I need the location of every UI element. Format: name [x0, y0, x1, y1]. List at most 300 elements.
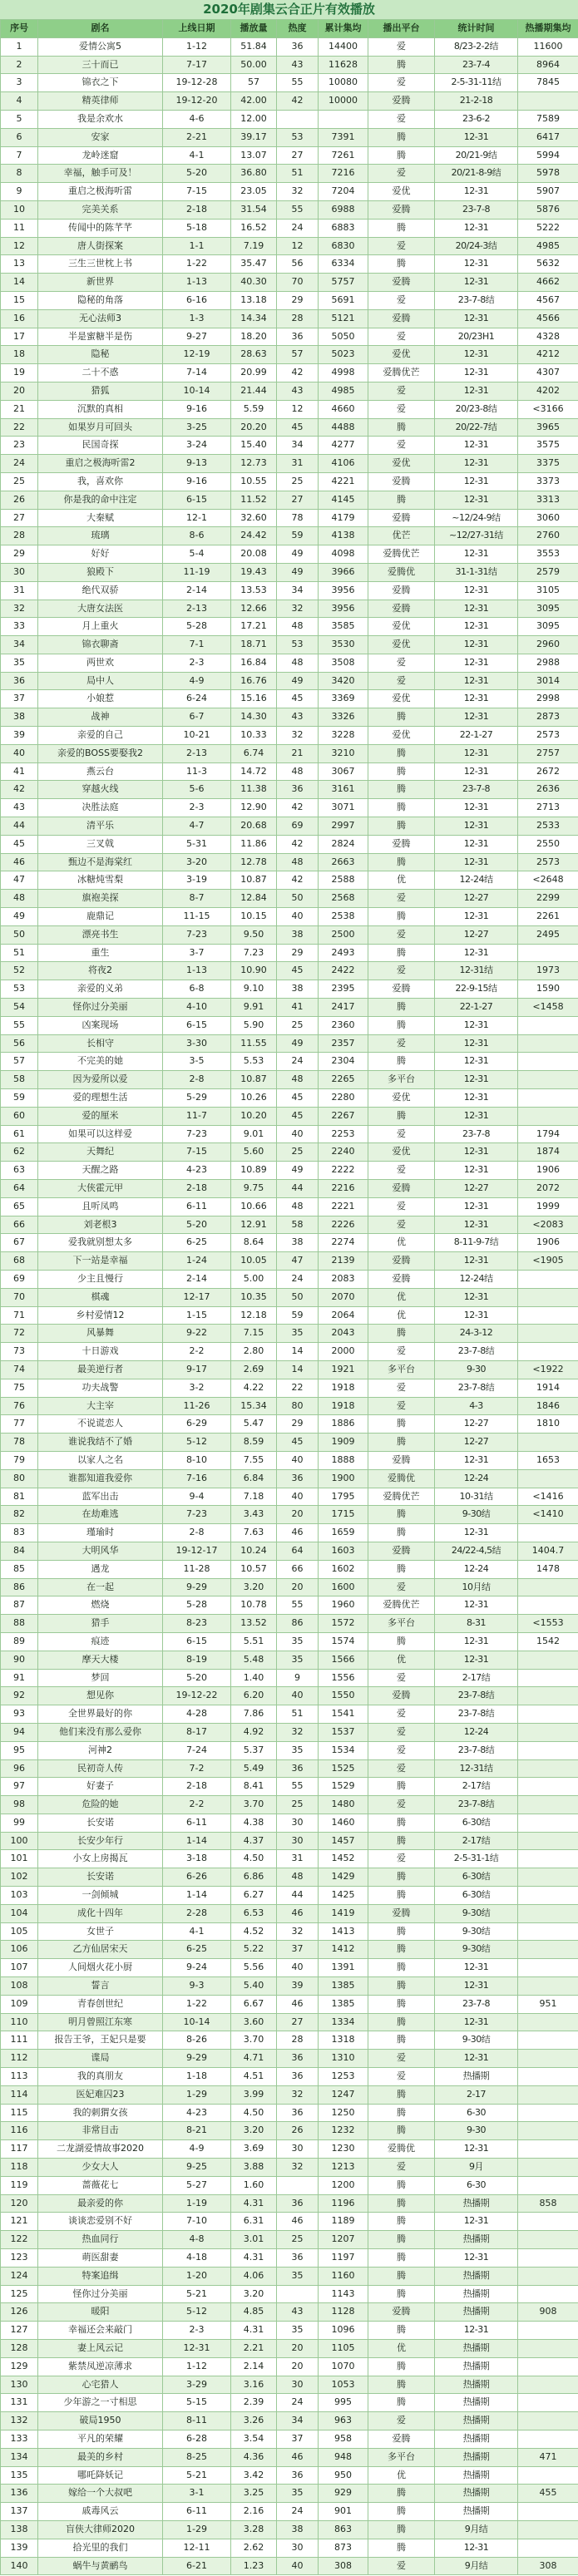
- play-count-cell: 5.40: [231, 1977, 277, 1996]
- table-row: [1, 346, 578, 364]
- release-date-cell: 19-12-17: [163, 1542, 231, 1560]
- heat-cell: 25: [277, 1143, 319, 1162]
- release-date-cell: 9-25: [163, 2159, 231, 2177]
- avg-per-episode-cell: 995: [319, 2394, 368, 2412]
- release-date-cell: 19-12-28: [163, 74, 231, 92]
- avg-per-episode-cell: 14400: [319, 37, 368, 56]
- peak-avg-cell: 7589: [518, 110, 578, 128]
- play-count-cell: 4.51: [231, 2068, 277, 2086]
- stat-time-cell: 热播期: [435, 2412, 518, 2430]
- peak-avg-cell: 3373: [518, 472, 578, 491]
- row-index-cell: 26: [1, 491, 38, 509]
- drama-title-cell: 长安少年行: [38, 1832, 163, 1850]
- avg-per-episode-cell: 2216: [319, 1180, 368, 1198]
- drama-title-cell: 功夫战警: [38, 1379, 163, 1397]
- platform-cell: 爱: [368, 1397, 435, 1415]
- play-count-cell: 1.40: [231, 1669, 277, 1687]
- row-index-cell: 41: [1, 762, 38, 781]
- drama-title-cell: 三叉戟: [38, 835, 163, 853]
- play-count-cell: 3.88: [231, 2159, 277, 2177]
- drama-title-cell: 如果岁月可回头: [38, 418, 163, 437]
- heat-cell: 48: [277, 762, 319, 781]
- peak-avg-cell: 1973: [518, 962, 578, 980]
- play-count-cell: 2.14: [231, 2357, 277, 2376]
- drama-title-cell: 刘老根3: [38, 1216, 163, 1234]
- peak-avg-cell: [518, 2340, 578, 2358]
- heat-cell: 35: [277, 1632, 319, 1651]
- platform-cell: 爱腾优: [368, 563, 435, 581]
- avg-per-episode-cell: 1960: [319, 1596, 368, 1615]
- release-date-cell: 3-5: [163, 1053, 231, 1071]
- play-count-cell: 57: [231, 74, 277, 92]
- stat-time-cell: 热播期: [435, 2448, 518, 2466]
- avg-per-episode-cell: 2997: [319, 817, 368, 836]
- row-index-cell: 22: [1, 418, 38, 437]
- platform-cell: 腾: [368, 491, 435, 509]
- drama-title-cell: 十日游戏: [38, 1343, 163, 1361]
- drama-title-cell: 大侠霍元甲: [38, 1180, 163, 1198]
- platform-cell: 腾: [368, 2249, 435, 2268]
- play-count-cell: 50.00: [231, 56, 277, 74]
- release-date-cell: 2-3: [163, 799, 231, 817]
- play-count-cell: 14.30: [231, 708, 277, 727]
- table-row: [1, 1506, 578, 1524]
- stat-time-cell: 12-24结: [435, 871, 518, 890]
- avg-per-episode-cell: 3161: [319, 781, 368, 799]
- peak-avg-cell: 2299: [518, 890, 578, 908]
- drama-title-cell: 怪你过分美丽: [38, 999, 163, 1017]
- row-index-cell: 117: [1, 2140, 38, 2159]
- drama-title-cell: 沉默的真相: [38, 400, 163, 418]
- platform-cell: 腾: [368, 1325, 435, 1343]
- heat-cell: [277, 110, 319, 128]
- release-date-cell: 1-18: [163, 2068, 231, 2086]
- platform-cell: 腾: [368, 2031, 435, 2050]
- table-row: [1, 1705, 578, 1724]
- row-index-cell: 37: [1, 690, 38, 708]
- heat-cell: 35: [277, 2267, 319, 2285]
- row-index-cell: 27: [1, 509, 38, 527]
- heat-cell: 59: [277, 1306, 319, 1325]
- drama-title-cell: 亲爱的义弟: [38, 980, 163, 999]
- platform-cell: 腾: [368, 1995, 435, 2013]
- avg-per-episode-cell: 1200: [319, 2176, 368, 2194]
- heat-cell: 56: [277, 255, 319, 274]
- platform-cell: 腾: [368, 1415, 435, 1434]
- avg-per-episode-cell: 1230: [319, 2140, 368, 2159]
- platform-cell: 爱腾: [368, 1252, 435, 1271]
- play-count-cell: 1.60: [231, 2176, 277, 2194]
- table-row: [1, 2520, 578, 2539]
- stat-time-cell: 热播期: [435, 2394, 518, 2412]
- release-date-cell: 9-27: [163, 328, 231, 346]
- peak-avg-cell: [518, 2267, 578, 2285]
- table-row: [1, 636, 578, 654]
- table-row: [1, 890, 578, 908]
- table-row: [1, 200, 578, 219]
- stat-time-cell: 12-31: [435, 1632, 518, 1651]
- drama-title-cell: 戚毒风云: [38, 2503, 163, 2521]
- play-count-cell: 51.84: [231, 37, 277, 56]
- avg-per-episode-cell: 1566: [319, 1651, 368, 1669]
- stat-time-cell: 12-31: [435, 1143, 518, 1162]
- row-index-cell: 12: [1, 237, 38, 255]
- platform-cell: 爱优: [368, 636, 435, 654]
- heat-cell: 57: [277, 346, 319, 364]
- play-count-cell: 12.84: [231, 890, 277, 908]
- avg-per-episode-cell: 1412: [319, 1941, 368, 1959]
- table-row: [1, 1360, 578, 1379]
- stat-time-cell: 热播期: [435, 2267, 518, 2285]
- platform-cell: 爱: [368, 400, 435, 418]
- drama-title-cell: 暖阳: [38, 2303, 163, 2322]
- peak-avg-cell: 1404.7: [518, 1542, 578, 1560]
- peak-avg-cell: [518, 1759, 578, 1778]
- drama-title-cell: 人间烟火花小厨: [38, 1959, 163, 1977]
- stat-time-cell: 12-31: [435, 1197, 518, 1216]
- table-row: [1, 56, 578, 74]
- table-row: [1, 2068, 578, 2086]
- avg-per-episode-cell: 1105: [319, 2340, 368, 2358]
- release-date-cell: 9-13: [163, 455, 231, 473]
- drama-title-cell: 精英律师: [38, 92, 163, 111]
- platform-cell: 腾: [368, 1977, 435, 1996]
- row-index-cell: 126: [1, 2303, 38, 2322]
- heat-cell: 30: [277, 2539, 319, 2557]
- heat-cell: 9: [277, 1669, 319, 1687]
- peak-avg-cell: [518, 2068, 578, 2086]
- avg-per-episode-cell: 950: [319, 2466, 368, 2485]
- row-index-cell: 110: [1, 2013, 38, 2031]
- row-index-cell: 99: [1, 1814, 38, 1832]
- drama-title-cell: 特案追缉: [38, 2267, 163, 2285]
- play-count-cell: 10.20: [231, 1107, 277, 1125]
- play-count-cell: 12.91: [231, 1216, 277, 1234]
- release-date-cell: 2-8: [163, 1524, 231, 1542]
- peak-avg-cell: [518, 2357, 578, 2376]
- platform-cell: 腾: [368, 781, 435, 799]
- table-row: [1, 799, 578, 817]
- play-count-cell: 40.30: [231, 274, 277, 292]
- peak-avg-cell: [518, 2104, 578, 2122]
- release-date-cell: 5-4: [163, 545, 231, 564]
- release-date-cell: 2-13: [163, 600, 231, 618]
- table-row: [1, 1162, 578, 1180]
- platform-cell: 爱: [368, 37, 435, 56]
- table-row: [1, 1596, 578, 1615]
- release-date-cell: 3-18: [163, 1850, 231, 1868]
- avg-per-episode-cell: 1189: [319, 2213, 368, 2231]
- peak-avg-cell: 3313: [518, 491, 578, 509]
- play-count-cell: 6.53: [231, 1904, 277, 1922]
- avg-per-episode-cell: 958: [319, 2430, 368, 2448]
- avg-per-episode-cell: 901: [319, 2503, 368, 2521]
- avg-per-episode-cell: 1070: [319, 2357, 368, 2376]
- table-row: [1, 925, 578, 944]
- stat-time-cell: 12-31: [435, 799, 518, 817]
- drama-title-cell: 因为爱所以爱: [38, 1071, 163, 1089]
- row-index-cell: 104: [1, 1904, 38, 1922]
- heat-cell: 28: [277, 2031, 319, 2050]
- heat-cell: 43: [277, 708, 319, 727]
- table-row: [1, 400, 578, 418]
- avg-per-episode-cell: 1207: [319, 2231, 368, 2249]
- release-date-cell: 2-21: [163, 128, 231, 146]
- table-row: [1, 944, 578, 962]
- play-count-cell: 3.43: [231, 1506, 277, 1524]
- avg-per-episode-cell: 2226: [319, 1216, 368, 1234]
- peak-avg-cell: 4307: [518, 364, 578, 382]
- stat-time-cell: 23-7-8: [435, 200, 518, 219]
- release-date-cell: 7-10: [163, 2213, 231, 2231]
- stat-time-cell: 22-1-27: [435, 999, 518, 1017]
- drama-title-cell: 决胜法庭: [38, 799, 163, 817]
- table-row: [1, 183, 578, 201]
- release-date-cell: 4-8: [163, 2231, 231, 2249]
- release-date-cell: 2-14: [163, 581, 231, 600]
- drama-title-cell: 摩天大楼: [38, 1651, 163, 1669]
- heat-cell: 37: [277, 2430, 319, 2448]
- stat-time-cell: 12-31: [435, 672, 518, 690]
- play-count-cell: 4.52: [231, 1922, 277, 1941]
- avg-per-episode-cell: 1391: [319, 1959, 368, 1977]
- stat-time-cell: 12-31: [435, 1959, 518, 1977]
- heat-cell: 32: [277, 1922, 319, 1941]
- platform-cell: 优: [368, 1651, 435, 1669]
- peak-avg-cell: 2998: [518, 690, 578, 708]
- stat-time-cell: 12-31: [435, 1596, 518, 1615]
- stat-time-cell: 22-9-15结: [435, 980, 518, 999]
- release-date-cell: 6-15: [163, 1016, 231, 1034]
- table-row: [1, 1995, 578, 2013]
- row-index-cell: 1: [1, 37, 38, 56]
- table-row: [1, 1832, 578, 1850]
- stat-time-cell: 23-7-4: [435, 56, 518, 74]
- stat-time-cell: 2-17: [435, 2085, 518, 2104]
- table-row: [1, 1379, 578, 1397]
- heat-cell: 35: [277, 1651, 319, 1669]
- avg-per-episode-cell: 2280: [319, 1089, 368, 1108]
- release-date-cell: 1-3: [163, 309, 231, 328]
- peak-avg-cell: [518, 1868, 578, 1887]
- release-date-cell: 2-18: [163, 1180, 231, 1198]
- play-count-cell: 12.18: [231, 1306, 277, 1325]
- header-cell: 剧名: [38, 20, 163, 38]
- drama-title-cell: 重生: [38, 944, 163, 962]
- drama-title-cell: 风暴舞: [38, 1325, 163, 1343]
- drama-title-cell: 谈谈恋爱别不好: [38, 2213, 163, 2231]
- platform-cell: 爱优: [368, 727, 435, 745]
- row-index-cell: 74: [1, 1360, 38, 1379]
- play-count-cell: 5.48: [231, 1651, 277, 1669]
- play-count-cell: 18.71: [231, 636, 277, 654]
- peak-avg-cell: [518, 1687, 578, 1705]
- row-index-cell: 58: [1, 1071, 38, 1089]
- stat-time-cell: 12-31: [435, 491, 518, 509]
- platform-cell: 爱腾优芒: [368, 545, 435, 564]
- release-date-cell: 5-12: [163, 1434, 231, 1452]
- peak-avg-cell: 455: [518, 2485, 578, 2503]
- stat-time-cell: 12-31: [435, 708, 518, 727]
- avg-per-episode-cell: 2222: [319, 1162, 368, 1180]
- heat-cell: 41: [277, 999, 319, 1017]
- platform-cell: 爱腾: [368, 1542, 435, 1560]
- row-index-cell: 122: [1, 2231, 38, 2249]
- avg-per-episode-cell: 2043: [319, 1325, 368, 1343]
- avg-per-episode-cell: 2253: [319, 1125, 368, 1143]
- play-count-cell: 2.80: [231, 1343, 277, 1361]
- drama-title-cell: 心宅猎人: [38, 2376, 163, 2394]
- avg-per-episode-cell: 4098: [319, 545, 368, 564]
- stat-time-cell: 12-31: [435, 1053, 518, 1071]
- stat-time-cell: 12-31: [435, 1107, 518, 1125]
- heat-cell: 36: [277, 781, 319, 799]
- row-index-cell: 28: [1, 527, 38, 545]
- avg-per-episode-cell: 7204: [319, 183, 368, 201]
- stat-time-cell: 12-31: [435, 1524, 518, 1542]
- heat-cell: 24: [277, 2503, 319, 2521]
- play-count-cell: 3.25: [231, 2485, 277, 2503]
- stat-time-cell: 23-6-2: [435, 110, 518, 128]
- platform-cell: 爱: [368, 2557, 435, 2575]
- release-date-cell: 2-13: [163, 744, 231, 762]
- release-date-cell: 9-22: [163, 1325, 231, 1343]
- heat-cell: 42: [277, 871, 319, 890]
- row-index-cell: 3: [1, 74, 38, 92]
- row-index-cell: 139: [1, 2539, 38, 2557]
- table-row: [1, 2412, 578, 2430]
- platform-cell: 爱腾: [368, 92, 435, 111]
- drama-title-cell: 传闻中的陈芊芊: [38, 219, 163, 237]
- stat-time-cell: 12-31: [435, 1651, 518, 1669]
- drama-title-cell: 局中人: [38, 672, 163, 690]
- peak-avg-cell: 858: [518, 2194, 578, 2213]
- stat-time-cell: 9月结: [435, 2520, 518, 2539]
- release-date-cell: 11-15: [163, 908, 231, 926]
- heat-cell: 25: [277, 1796, 319, 1814]
- heat-cell: 70: [277, 274, 319, 292]
- table-row: [1, 2285, 578, 2303]
- play-count-cell: 10.87: [231, 871, 277, 890]
- play-count-cell: 8.59: [231, 1434, 277, 1452]
- peak-avg-cell: [518, 1596, 578, 1615]
- drama-title-cell: 报告王爷，王妃只是要: [38, 2031, 163, 2050]
- play-count-cell: 11.86: [231, 835, 277, 853]
- stat-time-cell: 12-31: [435, 183, 518, 201]
- heat-cell: 51: [277, 1705, 319, 1724]
- heat-cell: 36: [277, 37, 319, 56]
- table-row: [1, 1941, 578, 1959]
- platform-cell: 腾: [368, 56, 435, 74]
- avg-per-episode-cell: 3420: [319, 672, 368, 690]
- stat-time-cell: 24/22-4,5结: [435, 1542, 518, 1560]
- avg-per-episode-cell: 3966: [319, 563, 368, 581]
- row-index-cell: 24: [1, 455, 38, 473]
- play-count-cell: 42.00: [231, 92, 277, 111]
- peak-avg-cell: [518, 1071, 578, 1089]
- drama-title-cell: 瑾瑜时: [38, 1524, 163, 1542]
- stat-time-cell: 12-31: [435, 762, 518, 781]
- drama-title-cell: 哪吒降妖记: [38, 2466, 163, 2485]
- release-date-cell: 4-9: [163, 672, 231, 690]
- header-cell: 累计集均: [319, 20, 368, 38]
- play-count-cell: 2.62: [231, 2539, 277, 2557]
- release-date-cell: 5-15: [163, 2394, 231, 2412]
- platform-cell: 腾: [368, 1778, 435, 1796]
- platform-cell: 爱腾: [368, 1180, 435, 1198]
- release-date-cell: 4-7: [163, 817, 231, 836]
- platform-cell: 爱: [368, 1034, 435, 1053]
- table-row: [1, 1216, 578, 1234]
- peak-avg-cell: 3060: [518, 509, 578, 527]
- avg-per-episode-cell: 1419: [319, 1904, 368, 1922]
- table-row: [1, 1669, 578, 1687]
- table-row: [1, 563, 578, 581]
- table-row: [1, 2031, 578, 2050]
- avg-per-episode-cell: 2588: [319, 871, 368, 890]
- drama-title-cell: 遇龙: [38, 1560, 163, 1578]
- play-count-cell: 7.86: [231, 1705, 277, 1724]
- heat-cell: 29: [277, 291, 319, 309]
- platform-cell: 腾: [368, 1107, 435, 1125]
- table-row: [1, 2557, 578, 2575]
- stat-time-cell: 23-7-8结: [435, 1687, 518, 1705]
- peak-avg-cell: [518, 92, 578, 111]
- heat-cell: 50: [277, 1288, 319, 1306]
- heat-cell: 35: [277, 1741, 319, 1759]
- table-row: [1, 1016, 578, 1034]
- stat-time-cell: 12-27: [435, 1415, 518, 1434]
- platform-cell: 腾: [368, 708, 435, 727]
- table-row: [1, 2267, 578, 2285]
- table-row: [1, 2322, 578, 2340]
- table-row: [1, 980, 578, 999]
- release-date-cell: 7-15: [163, 1143, 231, 1162]
- stat-time-cell: 12-31: [435, 545, 518, 564]
- stat-time-cell: 12-31: [435, 1162, 518, 1180]
- stat-time-cell: 6-30: [435, 2176, 518, 2194]
- table-row: [1, 618, 578, 636]
- stat-time-cell: 12-31: [435, 364, 518, 382]
- stat-time-cell: 20/21-8-9结: [435, 165, 518, 183]
- row-index-cell: 102: [1, 1868, 38, 1887]
- play-count-cell: 16.76: [231, 672, 277, 690]
- release-date-cell: 1-14: [163, 1832, 231, 1850]
- avg-per-episode-cell: 4138: [319, 527, 368, 545]
- stat-time-cell: 12-31: [435, 472, 518, 491]
- platform-cell: 腾: [368, 2285, 435, 2303]
- avg-per-episode-cell: 1886: [319, 1415, 368, 1434]
- release-date-cell: 3-1: [163, 2485, 231, 2503]
- avg-per-episode-cell: 1250: [319, 2104, 368, 2122]
- table-row: [1, 165, 578, 183]
- peak-avg-cell: [518, 1434, 578, 1452]
- avg-per-episode-cell: 2000: [319, 1343, 368, 1361]
- row-index-cell: 18: [1, 346, 38, 364]
- row-index-cell: 49: [1, 908, 38, 926]
- row-index-cell: 124: [1, 2267, 38, 2285]
- release-date-cell: 8-23: [163, 1615, 231, 1633]
- play-count-cell: 5.47: [231, 1415, 277, 1434]
- play-count-cell: 20.20: [231, 418, 277, 437]
- release-date-cell: 6-11: [163, 2503, 231, 2521]
- release-date-cell: 11-28: [163, 1560, 231, 1578]
- avg-per-episode-cell: 2538: [319, 908, 368, 926]
- drama-title-cell: 甄边不是海棠红: [38, 853, 163, 871]
- avg-per-episode-cell: 1918: [319, 1379, 368, 1397]
- platform-cell: 爱: [368, 1197, 435, 1216]
- release-date-cell: 1-13: [163, 274, 231, 292]
